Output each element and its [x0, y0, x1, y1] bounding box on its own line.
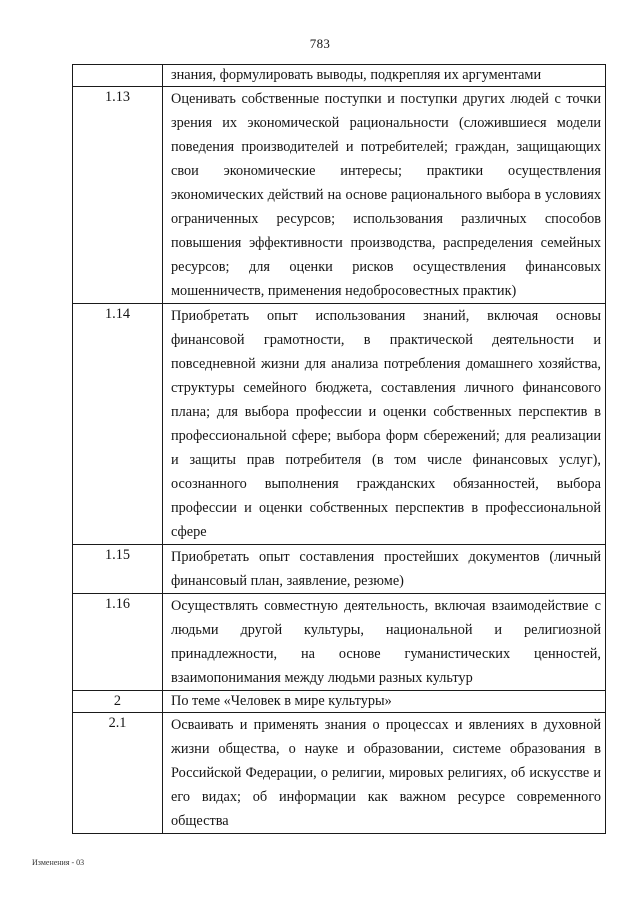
- table-row: [73, 594, 606, 691]
- table-row: [73, 65, 606, 87]
- row-number-cell: 2.1: [73, 713, 163, 834]
- row-number-cell: 1.13: [73, 87, 163, 304]
- row-text-cell: Приобретать опыт составления простейших документов (личный финансовый план, заявление, резюме): [163, 545, 606, 594]
- row-number-cell: 2: [73, 691, 163, 713]
- table-row: [73, 304, 606, 545]
- row-number-cell: 1.15: [73, 545, 163, 594]
- footer-revision-note: Изменения - 03: [32, 858, 85, 867]
- row-text-cell: По теме «Человек в мире культуры»: [163, 691, 606, 713]
- row-number-cell: 1.16: [73, 594, 163, 691]
- table-row: [73, 691, 606, 713]
- table-row: [73, 545, 606, 594]
- page-number: 783: [309, 36, 331, 51]
- requirements-table: [72, 64, 606, 834]
- row-number-cell: [73, 65, 163, 87]
- row-text-cell: Приобретать опыт использования знаний, включая основы финансовой грамотности, в практической деятельности и повседневной жизни для анализа потребления домашнего хозяйства, структуры семейного бюджета, составления личного финансового плана; для выбора профессии и оценки собственных перспектив в профессиональной сфере; выбора форм сбережений; для реализации и защиты прав потребителя (в том числе финансовых услуг), осознанного выполнения гражданских обязанностей, выбора профессии и оценки собственных перспектив в профессиональной сфере: [163, 304, 606, 545]
- row-text-cell: знания, формулировать выводы, подкрепляя их аргументами: [163, 65, 606, 87]
- table-row: [73, 87, 606, 304]
- row-text-cell: Осваивать и применять знания о процессах и явлениях в духовной жизни общества, о науке и образовании, системе образования в Российской Федерации, о религии, мировых религиях, об искусстве и его видах; об информации как важном ресурсе современного общества: [163, 713, 606, 834]
- row-text-cell: Осуществлять совместную деятельность, включая взаимодействие с людьми другой культуры, национальной и религиозной принадлежности, на основе гуманистических ценностей, взаимопонимания между людьми разных культур: [163, 594, 606, 691]
- table-row: [73, 713, 606, 834]
- row-text-cell: Оценивать собственные поступки и поступки других людей с точки зрения их экономической рациональности (сложившиеся модели поведения производителей и потребителей; граждан, защищающих свои экономические интересы; практики осуществления экономических действий на основе рационального выбора в условиях ограниченных ресурсов; использования различных способов повышения эффективности производства, распределения семейных ресурсов; для оценки рисков осуществления финансовых мошенничеств, применения недобросовестных практик): [163, 87, 606, 304]
- row-number-cell: 1.14: [73, 304, 163, 545]
